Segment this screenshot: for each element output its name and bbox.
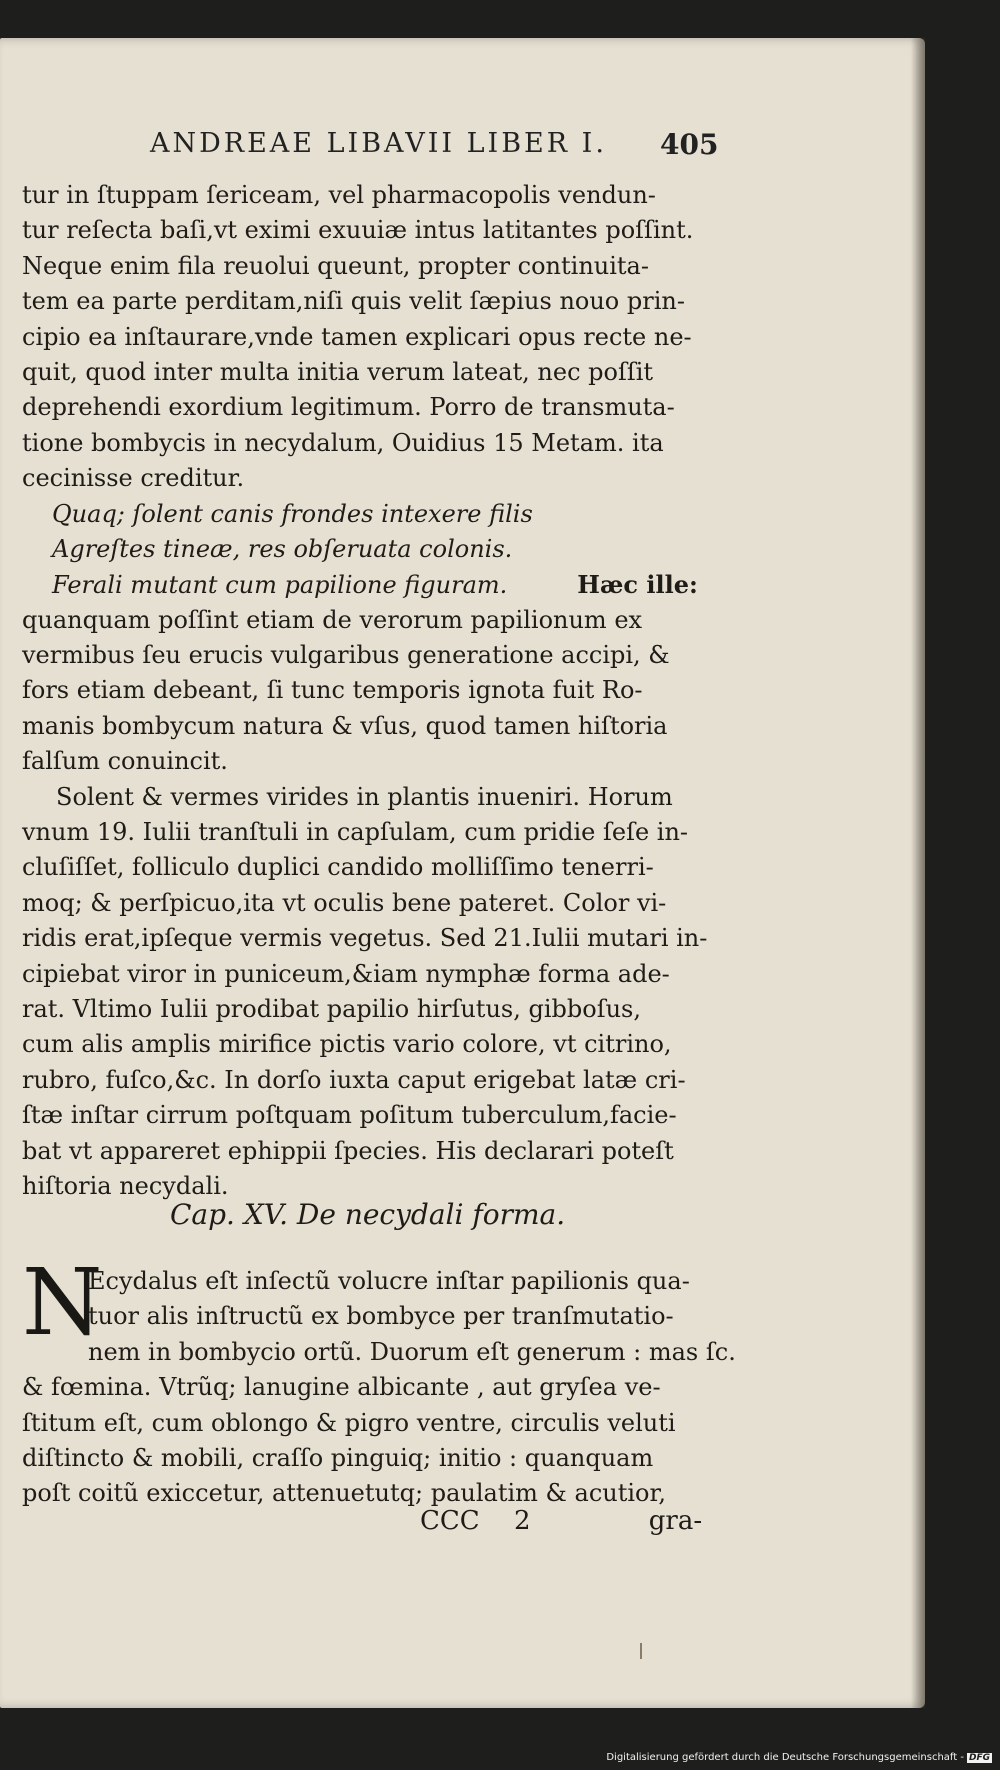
page-number: 405 (660, 128, 719, 161)
signature-line (420, 1506, 702, 1536)
text-line: cecinisse creditur. (22, 464, 245, 493)
catchword: gra- (648, 1506, 703, 1536)
text-line: ridis erat,ipſeque vermis vegetus. Sed 21.Iulii mutari in- (22, 924, 708, 953)
text-line: cipio ea inſtaurare,vnde tamen explicari opus recte ne- (22, 322, 692, 351)
text-line: ſtitum eſt, cum oblongo & pigro ventre, circulis veluti (22, 1408, 676, 1437)
verse-text: Ferali mutant cum papilione figuram. (52, 571, 508, 600)
text-line: quit, quod inter multa initia verum lateat, nec poſſit (22, 357, 654, 386)
digitization-credit (606, 1752, 992, 1763)
verse-line: Quaq; ſolent canis frondes intexere filis (52, 499, 533, 528)
text-line: diſtincto & mobili, craſſo pinguiq; initio : quanquam (22, 1443, 654, 1472)
signature-number: 2 (513, 1506, 531, 1536)
book-page (0, 38, 925, 1708)
text-line: moq; & perſpicuo,ita vt oculis bene pateret. Color vi- (22, 888, 667, 917)
verse-tail: Hæc ille: (577, 570, 698, 600)
text-line: cipiebat viror in puniceum,&iam nymphæ forma ade- (22, 959, 670, 988)
chapter-text-block (22, 1249, 736, 1512)
text-line: cluſiſſet, folliculo duplici candido molliſſimo tenerri- (22, 853, 654, 882)
text-line: tem ea parte perditam,niſi quis velit ſæpius nouo prin- (22, 287, 685, 316)
text-line: rat. Vltimo Iulii prodibat papilio hirſutus, gibboſus, (22, 994, 641, 1023)
text-line: tur reſecta baſi,vt eximi exuuiæ intus latitantes poſſint. (22, 216, 694, 245)
text-line: Solent & vermes virides in plantis inueniri. Horum (56, 782, 673, 811)
text-line: cum alis amplis mirifice pictis vario colore, vt citrino, (22, 1030, 672, 1059)
text-line: rubro, fuſco,&c. In dorſo iuxta caput erigebat latæ cri- (22, 1065, 686, 1094)
text-line: fors etiam debeant, ſi tunc temporis ignota fuit Ro- (22, 676, 643, 705)
text-line: poſt coitũ exiccetur, attenuetutq; paulatim & acutior, (22, 1479, 666, 1508)
text-line: tur in ſtuppam ſericeam, vel pharmacopolis vendun- (22, 181, 656, 209)
text-line: & fœmina. Vtrũq; lanugine albicante , aut gryſea ve- (22, 1373, 661, 1402)
drop-cap: N (22, 1249, 103, 1356)
signature-mark: CCC (420, 1506, 480, 1536)
text-line: ſtæ inſtar cirrum poſtquam poſitum tuberculum,facie- (22, 1101, 677, 1130)
text-line: tuor alis inſtructũ ex bombyce per tranſmutatio- (88, 1302, 674, 1331)
text-line: vermibus ſeu erucis vulgaribus generatione accipi, & (22, 641, 670, 670)
text-line: vnum 19. Iulii tranſtuli in capſulam, cum pridie ſeſe in- (22, 818, 689, 847)
text-line: deprehendi exordium legitimum. Porro de transmuta- (22, 393, 675, 422)
text-line: bat vt appareret ephippii ſpecies. His declarari poteſt (22, 1136, 674, 1165)
text-line: hiſtoria necydali. (22, 1171, 229, 1200)
running-title: ANDREAE LIBAVII LIBER I. (150, 128, 607, 159)
dfg-logo: DFG (968, 1753, 990, 1763)
text-line: Neque enim fila reuolui queunt, propter continuita- (22, 251, 649, 280)
credit-text: Digitalisierung gefördert durch die Deutsche Forschungsgemeinschaft - (606, 1752, 964, 1763)
chapter-heading: Cap. XV. De necydali forma. (170, 1198, 566, 1231)
text-line: Ecydalus eſt inſectũ volucre inſtar papilionis qua- (88, 1267, 690, 1295)
margin-mark (640, 1643, 642, 1659)
text-line: falſum conuincit. (22, 747, 228, 776)
text-line: tione bombycis in necydalum, Ouidius 15 Metam. ita (22, 428, 664, 457)
verse-line-last (22, 567, 712, 602)
text-line: manis bombycum natura & vſus, quod tamen hiſtoria (22, 711, 668, 740)
text-line: nem in bombycio ortũ. Duorum eſt generum : mas ſc. (88, 1337, 736, 1366)
verse-line: Agreſtes tineæ, res obſeruata colonis. (52, 534, 513, 563)
body-text-block (22, 178, 712, 1204)
text-line: quanquam poſſint etiam de verorum papilionum ex (22, 605, 643, 634)
